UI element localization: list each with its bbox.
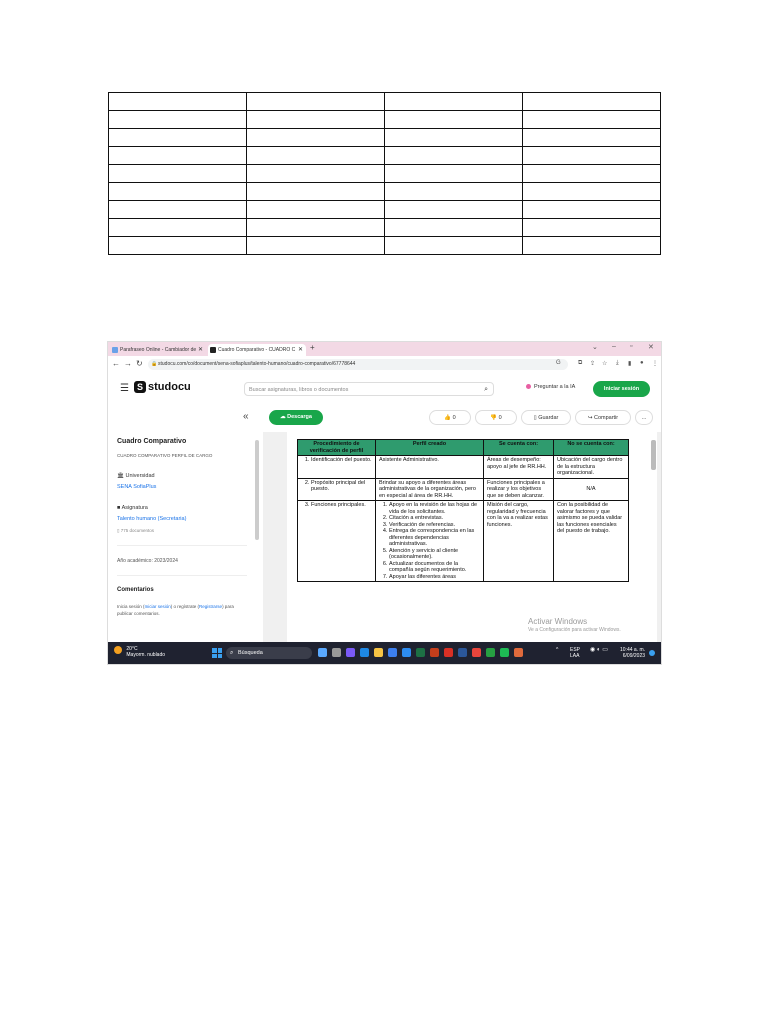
- collapse-sidebar-icon[interactable]: «: [243, 411, 249, 422]
- table-row: [109, 93, 661, 111]
- word-icon[interactable]: [458, 648, 467, 657]
- table-cell: [109, 165, 247, 183]
- ask-ai-button[interactable]: Preguntar a la IA: [526, 384, 575, 390]
- table-cell: [109, 219, 247, 237]
- comments-text: Inicia sesión (Iniciar sesión) o regístrate (Registrarse) para publicar comentarios.: [117, 604, 234, 616]
- download-button[interactable]: ☁ Descarga: [269, 410, 323, 425]
- table-cell: [385, 165, 523, 183]
- document-icon: ▯: [117, 528, 120, 533]
- table-cell: [247, 111, 385, 129]
- register-link[interactable]: Registrarse: [199, 604, 223, 609]
- university-icon: 🏛: [117, 473, 124, 479]
- edge-icon[interactable]: [360, 648, 369, 657]
- comparison-table: [297, 439, 629, 582]
- document-sidebar: [108, 405, 264, 642]
- table-row: [109, 129, 661, 147]
- comments-title: Comentarios: [117, 587, 154, 593]
- browser-toolbar: [108, 356, 661, 374]
- embedded-screenshot: [108, 342, 661, 664]
- chat-icon[interactable]: [346, 648, 355, 657]
- table-cell: Áreas de desempeño: apoyo al jefe de RR.HH.: [484, 456, 554, 479]
- table-cell: [385, 237, 523, 255]
- star-icon[interactable]: ☆: [602, 361, 608, 367]
- sidebar-scrollbar[interactable]: [255, 440, 259, 540]
- search-icon[interactable]: ⌕: [484, 386, 488, 393]
- app-icon[interactable]: [486, 648, 495, 657]
- sidepanel-icon[interactable]: ▮: [628, 361, 632, 367]
- close-window-icon[interactable]: ✕: [648, 344, 654, 351]
- download-icon[interactable]: ⤓: [616, 360, 619, 366]
- search-input[interactable]: Buscar asignaturas, libros o documentos ⌕: [244, 382, 494, 396]
- table-row: [109, 183, 661, 201]
- like-button[interactable]: 👍 0: [429, 410, 471, 425]
- table-cell: [109, 111, 247, 129]
- extension-icon[interactable]: ⧉: [578, 360, 583, 366]
- thumbs-down-icon: 👎: [490, 415, 498, 421]
- copilot-icon[interactable]: [318, 648, 327, 657]
- thumbs-up-icon: 👍: [444, 415, 452, 421]
- table-header: Procedimiento de verificación de perfil: [298, 440, 376, 456]
- minimize-icon[interactable]: –: [612, 343, 616, 350]
- browser-tab-parafraseo[interactable]: Parafraseo Online - Cambiador de ✕: [110, 344, 206, 356]
- weather-widget[interactable]: 20°C Mayorm. nublado: [114, 646, 165, 658]
- table-cell: [247, 129, 385, 147]
- table-row: [109, 111, 661, 129]
- divider: [117, 545, 247, 546]
- browser-tab-studocu[interactable]: Cuadro Comparativo - CUADRO C ✕: [208, 344, 306, 356]
- table-cell: [247, 147, 385, 165]
- table-row: [109, 237, 661, 255]
- table-cell: [385, 129, 523, 147]
- forward-icon[interactable]: →: [124, 359, 132, 368]
- activate-windows-title: Activar Windows: [528, 617, 588, 626]
- share-arrow-icon: ↪: [587, 415, 593, 421]
- tab-favicon: [112, 347, 118, 353]
- table-cell: Misión del cargo, regularidad y frecuencia con la va a realizar estas funciones.: [484, 501, 554, 582]
- tray-chevron-icon[interactable]: ^: [556, 647, 559, 653]
- table-cell: [385, 219, 523, 237]
- empty-table: [108, 92, 661, 255]
- tab-favicon: [210, 347, 216, 353]
- subject-label: ■ Asignatura: [117, 505, 148, 511]
- reload-icon[interactable]: ↻: [136, 359, 143, 368]
- chevron-down-icon[interactable]: ⌄: [592, 344, 598, 351]
- cloud-download-icon: ☁: [280, 414, 286, 420]
- table-row: [298, 501, 629, 582]
- notification-icon[interactable]: [649, 650, 655, 656]
- language-indicator[interactable]: ESP LAA: [570, 647, 581, 659]
- table-cell: [109, 93, 247, 111]
- weather-icon: [114, 646, 122, 654]
- address-bar[interactable]: 🔒 studocu.com/co/document/sena-sofiaplus/talento-humano/cuadro-comparativo/67778644: [148, 359, 568, 370]
- table-cell: [109, 237, 247, 255]
- table-cell: 1. Identificación del puesto.: [298, 456, 376, 479]
- document-page: [287, 432, 657, 642]
- table-row: [109, 219, 661, 237]
- search-icon: ⌕: [230, 650, 234, 656]
- table-row: [298, 478, 629, 501]
- table-cell: N/A: [554, 478, 629, 501]
- table-cell: Ubicación del cargo dentro de la estructura organizacional.: [554, 456, 629, 479]
- table-cell: [247, 165, 385, 183]
- table-cell: [523, 111, 661, 129]
- table-cell: [247, 183, 385, 201]
- profile-icon[interactable]: ●: [640, 360, 644, 366]
- windows-taskbar: [108, 642, 661, 664]
- table-cell: Asistente Administrativo.: [376, 456, 484, 479]
- table-cell: 1. Apoyo en la revisión de las hojas de vida de los solicitantes. 2. Citación a entrevistas. 3. Verificación de referencias. 4. Entrega de correspondencia en las diferentes dependencias administrativas. 5. Atención y servicio al cliente (ocasionalmente). 6. Actualizar documentos de la compañía según requerimiento. 7. Apoyar las diferentes áreas: [376, 501, 484, 582]
- university-label: 🏛 Universidad: [117, 473, 155, 479]
- subject-link[interactable]: Talento humano (Secretaria): [117, 516, 187, 522]
- document-subtitle: CUADRO COMPARATIVO PERFIL DE CARGO: [117, 453, 213, 458]
- windows-start-icon[interactable]: [212, 648, 222, 658]
- table-cell: [523, 165, 661, 183]
- table-cell: 3. Funciones principales.: [298, 501, 376, 582]
- back-icon[interactable]: ←: [112, 359, 120, 368]
- table-cell: Con la posibilidad de valorar factores y que asimismo se pueda validar las funciones esenciales del puesto de trabajo.: [554, 501, 629, 582]
- table-row: [109, 165, 661, 183]
- taskbar-search[interactable]: ⌕ Búsqueda: [226, 647, 312, 659]
- table-row: [109, 147, 661, 165]
- table-cell: [523, 219, 661, 237]
- hamburger-menu-icon[interactable]: ☰: [120, 383, 129, 394]
- document-title: Cuadro Comparativo: [117, 438, 187, 445]
- ai-dot-icon: [526, 384, 531, 389]
- site-header: [108, 373, 661, 406]
- document-count: ▯ 775 documentos: [117, 528, 155, 533]
- login-button[interactable]: Iniciar sesión: [593, 381, 650, 397]
- google-icon[interactable]: G: [556, 360, 561, 366]
- logo-mark: S: [134, 381, 146, 393]
- table-cell: [247, 201, 385, 219]
- excel-icon[interactable]: [416, 648, 425, 657]
- table-header: Perfil creado: [376, 440, 484, 456]
- share-button[interactable]: ↪ Compartir: [575, 410, 631, 425]
- powerpoint-icon[interactable]: [430, 648, 439, 657]
- table-cell: [385, 201, 523, 219]
- table-cell: [247, 219, 385, 237]
- lock-icon: 🔒: [151, 361, 158, 367]
- folder-icon: ■: [117, 505, 121, 511]
- university-link[interactable]: SENA SofiaPlus: [117, 484, 157, 490]
- login-link[interactable]: Iniciar sesión: [144, 604, 171, 609]
- share-icon[interactable]: ⇪: [590, 361, 596, 367]
- file-explorer-icon[interactable]: [374, 648, 383, 657]
- table-cell: Brindar su apoyo a diferentes áreas administrativas de la organización, pero en especial al área de RR.HH.: [376, 478, 484, 501]
- menu-dots-icon[interactable]: ⋮: [652, 361, 658, 367]
- table-cell: [247, 237, 385, 255]
- new-tab-button[interactable]: +: [310, 343, 315, 352]
- table-cell: 2. Propósito principal del puesto.: [298, 478, 376, 501]
- document-toolbar: [263, 405, 661, 432]
- activate-windows-subtitle: Ve a Configuración para activar Windows.: [528, 627, 621, 633]
- pdf-icon[interactable]: [444, 648, 453, 657]
- store-icon[interactable]: [388, 648, 397, 657]
- maximize-icon[interactable]: ▫: [630, 343, 633, 350]
- browser-tab-bar: [108, 342, 661, 356]
- dislike-button[interactable]: 👎 0: [475, 410, 517, 425]
- chrome-icon[interactable]: [472, 648, 481, 657]
- table-cell: [523, 237, 661, 255]
- table-cell: [523, 183, 661, 201]
- more-options-button[interactable]: ...: [635, 410, 653, 425]
- divider: [117, 575, 247, 576]
- save-button[interactable]: ▯ Guardar: [521, 410, 571, 425]
- document-scrollbar[interactable]: [651, 440, 656, 470]
- close-icon[interactable]: ✕: [197, 347, 203, 353]
- app-icon[interactable]: [514, 648, 523, 657]
- table-cell: [385, 183, 523, 201]
- table-header: No se cuenta con:: [554, 440, 629, 456]
- bookmark-icon: ▯: [533, 415, 537, 421]
- table-cell: [523, 147, 661, 165]
- spotify-icon[interactable]: [500, 648, 509, 657]
- table-cell: [523, 129, 661, 147]
- table-cell: [385, 147, 523, 165]
- table-cell: [385, 93, 523, 111]
- task-view-icon[interactable]: [332, 648, 341, 657]
- document-viewer: [263, 432, 661, 642]
- table-cell: [109, 129, 247, 147]
- table-cell: [385, 111, 523, 129]
- table-cell: [247, 93, 385, 111]
- table-cell: Funciones principales a realizar y los objetivos que se deben alcanzar.: [484, 478, 554, 501]
- table-header: Se cuenta con:: [484, 440, 554, 456]
- clock[interactable]: 10:44 a. m. 6/09/2023: [620, 647, 646, 659]
- table-row: [298, 456, 629, 479]
- table-cell: [109, 147, 247, 165]
- academic-year: Año académico: 2023/2024: [117, 558, 178, 564]
- close-icon[interactable]: ✕: [297, 347, 303, 353]
- table-cell: [109, 183, 247, 201]
- mail-icon[interactable]: [402, 648, 411, 657]
- table-cell: [109, 201, 247, 219]
- table-cell: [523, 201, 661, 219]
- table-row: [109, 201, 661, 219]
- wifi-volume-battery-icons[interactable]: ◉ ◐ ▭: [590, 647, 608, 653]
- table-cell: [523, 93, 661, 111]
- studocu-logo[interactable]: S studocu: [134, 381, 191, 393]
